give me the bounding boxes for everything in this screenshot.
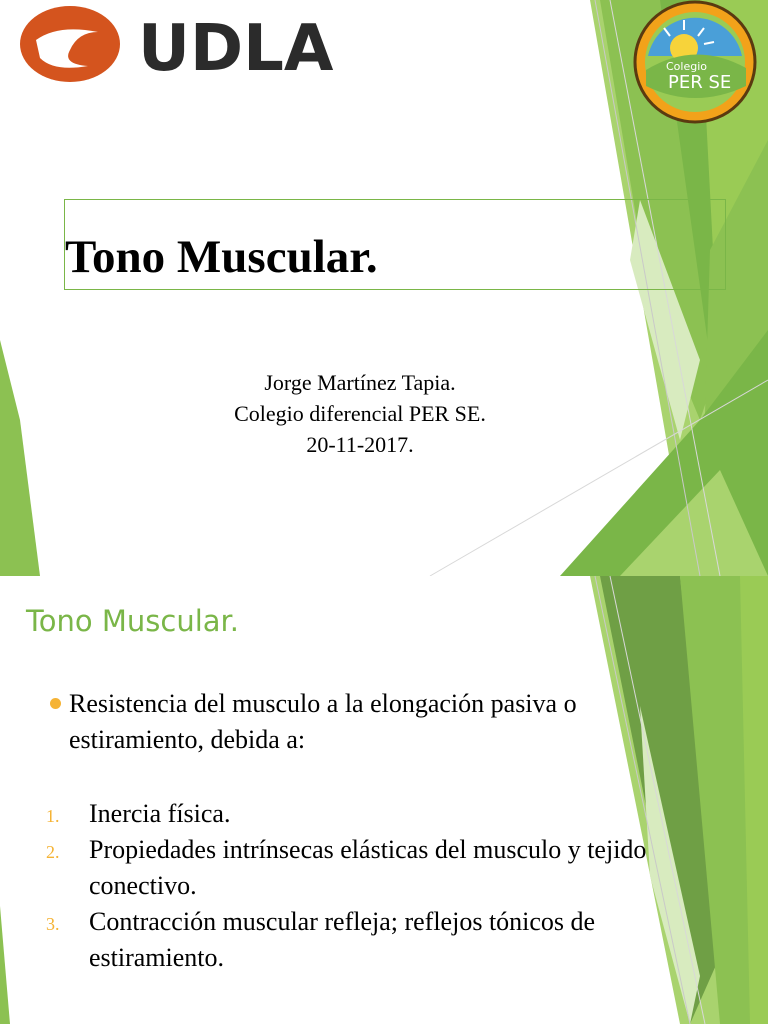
list-number: 3. [46, 914, 60, 934]
list-text: Contracción muscular refleja; reflejos tónicos de estiramiento. [89, 907, 596, 972]
school-name: Colegio diferencial PER SE. [234, 401, 486, 426]
presentation-date: 20-11-2017. [306, 432, 414, 457]
slide-heading: Tono Muscular. [26, 604, 240, 638]
author-name: Jorge Martínez Tapia. [264, 370, 456, 395]
numbered-list [46, 796, 726, 976]
bullet-text: Resistencia del musculo a la elongación pasiva o estiramiento, debida a: [69, 689, 577, 754]
list-text: Inercia física. [89, 799, 231, 828]
slide-title: Tono Muscular. [65, 231, 378, 283]
list-number: 2. [46, 842, 60, 862]
colegio-per-se-logo [628, 0, 762, 124]
list-item [46, 832, 726, 904]
svg-text:UDLA: UDLA [138, 12, 334, 86]
bullet-dot-icon [50, 698, 61, 709]
title-frame [64, 199, 726, 290]
content-slide [0, 576, 768, 1024]
list-item [46, 796, 726, 832]
svg-text:PER SE: PER SE [668, 72, 732, 93]
list-text: Propiedades intrínsecas elásticas del musculo y tejido conectivo. [89, 835, 647, 900]
svg-text:Colegio: Colegio [666, 60, 708, 73]
list-number: 1. [46, 806, 60, 826]
subtitle-block [150, 367, 570, 460]
udla-logo [18, 2, 334, 86]
list-item [46, 904, 726, 976]
